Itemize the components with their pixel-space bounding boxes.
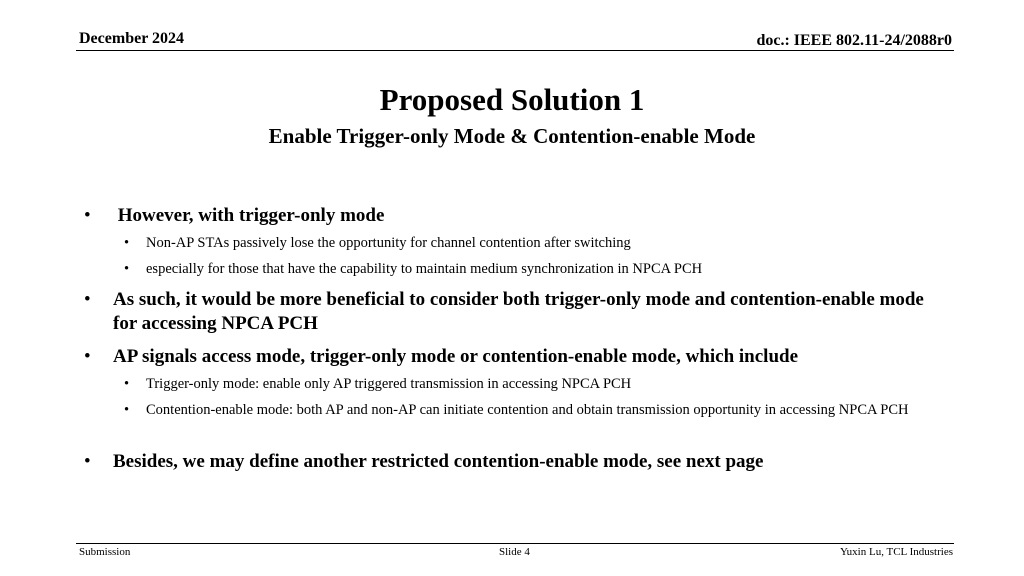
sub-bullet-text: Trigger-only mode: enable only AP triggered transmission in accessing NPCA PCH <box>146 376 632 392</box>
bullet-dot: • <box>84 346 91 367</box>
bullet-item <box>84 450 933 474</box>
sub-bullet-dot: • <box>124 402 130 418</box>
footer-submission: Submission <box>79 546 131 558</box>
footer-slide-number: Slide 4 <box>499 546 530 558</box>
bullet-text: AP signals access mode, trigger-only mode or contention-enable mode, which include <box>113 346 799 367</box>
slide-title: Proposed Solution 1 <box>379 82 645 117</box>
sub-bullet-item <box>124 400 926 420</box>
sub-bullet-dot: • <box>124 376 130 392</box>
footer-author: Yuxin Lu, TCL Industries <box>839 546 953 558</box>
sub-bullet-dot: • <box>124 261 130 277</box>
bullet-item <box>84 288 933 336</box>
sub-bullet-text: Contention-enable mode: both AP and non-AP can initiate contention and obtain transmission opportunity in accessing NPCA PCH <box>146 402 909 418</box>
sub-bullet-text: Non-AP STAs passively lose the opportunity for channel contention after switching <box>146 235 631 251</box>
bullet-item <box>84 345 933 369</box>
sub-bullet-dot: • <box>124 235 130 251</box>
header-divider <box>76 50 954 51</box>
header-date: December 2024 <box>79 30 184 47</box>
bullet-item <box>84 204 933 228</box>
sub-bullet-item <box>124 259 926 279</box>
footer-divider <box>76 543 954 544</box>
bullet-text: As such, it would be more beneficial to consider both trigger-only mode and contention-enable mode for accessing NPCA PCH <box>113 289 924 334</box>
bullet-text: Besides, we may define another restricted contention-enable mode, see next page <box>113 451 764 472</box>
bullet-dot: • <box>84 451 91 472</box>
header-doc-id: doc.: IEEE 802.11-24/2088r0 <box>756 32 952 49</box>
bullet-dot: • <box>84 289 91 310</box>
slide-subtitle: Enable Trigger-only Mode & Contention-enable Mode <box>268 124 756 148</box>
bullet-dot: • <box>84 205 91 226</box>
sub-bullet-item <box>124 374 926 394</box>
sub-bullet-item <box>124 233 926 253</box>
bullet-text: However, with trigger-only mode <box>113 205 385 226</box>
sub-bullet-text: especially for those that have the capability to maintain medium synchronization in NPCA PCH <box>146 261 703 277</box>
